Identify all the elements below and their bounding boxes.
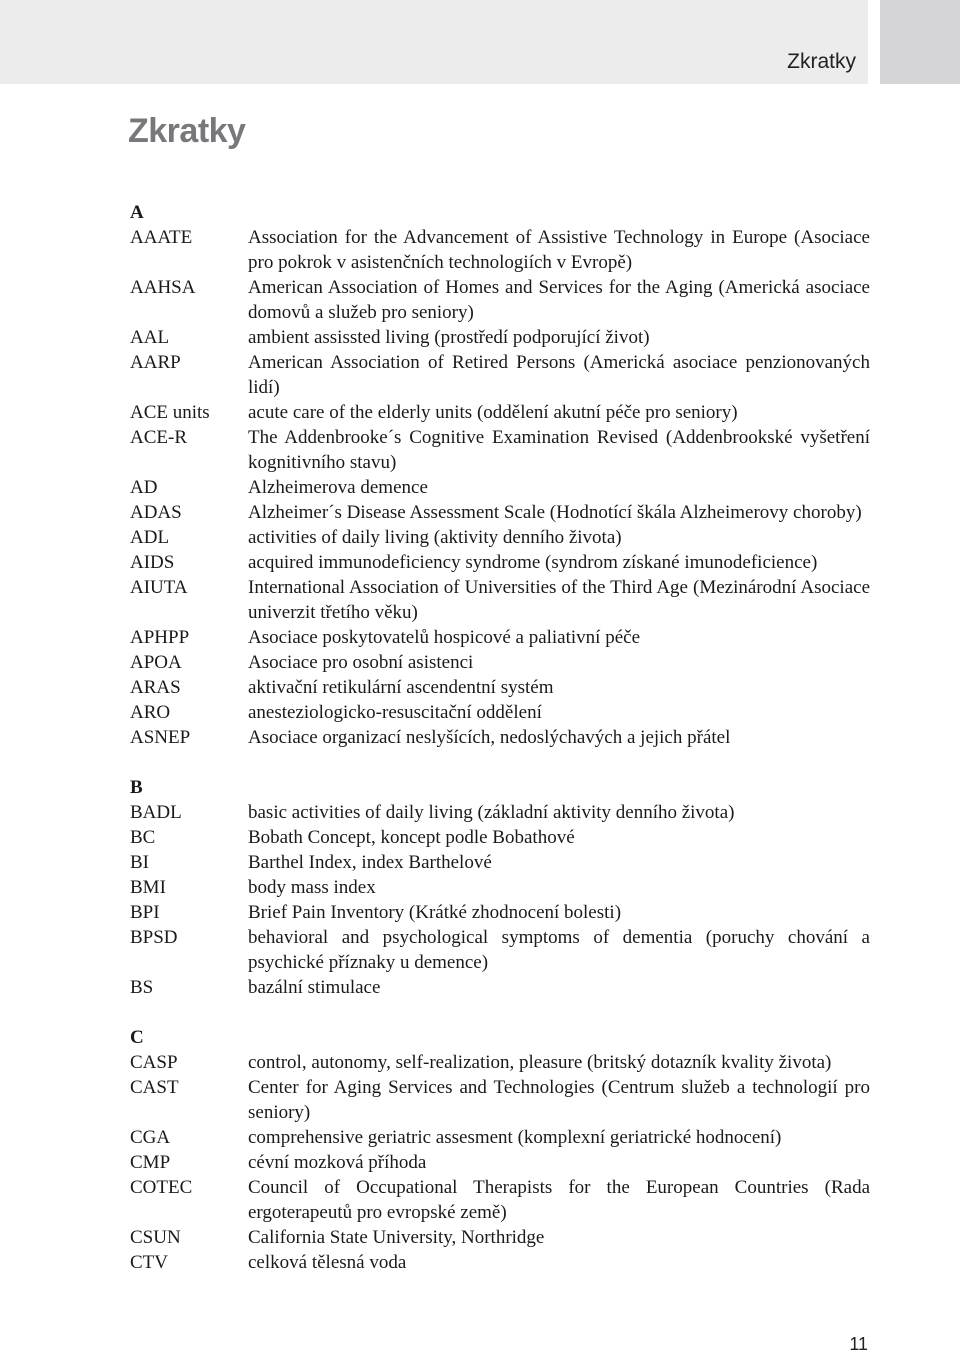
abbreviation-entry xyxy=(130,550,870,575)
abbreviation: CMP xyxy=(130,1152,171,1173)
abbreviation-entry xyxy=(130,700,870,725)
abbreviation: CGA xyxy=(130,1127,171,1148)
abbreviation: AAATE xyxy=(130,227,193,248)
abbreviation-entry xyxy=(130,1075,870,1125)
definition: International Association of Universities of the Third Age (Mezinárodní Asociace univerzit třetího věku) xyxy=(248,577,870,623)
definition: Asociace organizací neslyšících, nedoslýchavých a jejich přátel xyxy=(248,727,731,748)
page-title: Zkratky xyxy=(128,112,246,150)
abbreviation-entry xyxy=(130,475,870,500)
definition: Brief Pain Inventory (Krátké zhodnocení bolesti) xyxy=(248,902,622,923)
definition: comprehensive geriatric assesment (komplexní geriatrické hodnocení) xyxy=(248,1127,782,1148)
abbreviation: BS xyxy=(130,977,154,998)
page-number: 11 xyxy=(849,1334,868,1354)
abbreviation-entry xyxy=(130,875,870,900)
definition: ambient assissted living (prostředí podporující život) xyxy=(248,327,650,348)
abbreviation: BPI xyxy=(130,902,160,923)
definition: activities of daily living (aktivity denního života) xyxy=(248,527,622,548)
definition: Association for the Advancement of Assistive Technology in Europe (Asociace pro pokrok v asistenčních technologiích v Evropě) xyxy=(248,227,870,273)
abbreviation: BPSD xyxy=(130,927,178,948)
abbreviation-entry xyxy=(130,1175,870,1225)
abbreviation-entry xyxy=(130,1225,870,1250)
abbreviation: APHPP xyxy=(130,627,190,648)
abbreviation: APOA xyxy=(130,652,182,673)
abbreviation: ACE-R xyxy=(130,427,187,448)
abbreviation: BC xyxy=(130,827,156,848)
abbreviation-entry xyxy=(130,725,870,750)
section-b xyxy=(130,775,870,1000)
definition: Barthel Index, index Barthelové xyxy=(248,852,492,873)
section-letter: A xyxy=(130,202,144,223)
header-tab xyxy=(880,0,960,84)
abbreviation: CAST xyxy=(130,1077,179,1098)
abbreviation: AAHSA xyxy=(130,277,196,298)
abbreviation-entry xyxy=(130,1050,870,1075)
abbreviation: CTV xyxy=(130,1252,168,1273)
section-c xyxy=(130,1025,870,1275)
definition: behavioral and psychological symptoms of dementia (poruchy chování a psychické příznaky u demence) xyxy=(248,927,870,973)
abbreviation-entry xyxy=(130,500,870,525)
abbreviation-entry xyxy=(130,850,870,875)
abbreviation: BADL xyxy=(130,802,182,823)
abbreviation: ASNEP xyxy=(130,727,191,748)
abbreviation-entry xyxy=(130,275,870,325)
abbreviation-entry xyxy=(130,1150,870,1175)
abbreviation-entry xyxy=(130,925,870,975)
abbreviation-entry xyxy=(130,900,870,925)
abbreviation: BMI xyxy=(130,877,166,898)
section-letter: B xyxy=(130,777,143,798)
definition: Center for Aging Services and Technologies (Centrum služeb a technologií pro seniory) xyxy=(248,1077,870,1123)
abbreviation-entry xyxy=(130,1125,870,1150)
definition: Asociace poskytovatelů hospicové a paliativní péče xyxy=(248,627,641,648)
definition: Bobath Concept, koncept podle Bobathové xyxy=(248,827,575,848)
definition: The Addenbrooke´s Cognitive Examination Revised (Addenbrookské vyšetření kognitivního stavu) xyxy=(248,427,870,473)
definition: aktivační retikulární ascendentní systém xyxy=(248,677,554,698)
abbreviation: ARO xyxy=(130,702,171,723)
abbreviation-entry xyxy=(130,400,870,425)
definition: American Association of Homes and Services for the Aging (Americká asociace domovů a služeb pro seniory) xyxy=(248,277,870,323)
abbreviation: ACE units xyxy=(130,402,210,423)
abbreviation-list xyxy=(130,200,870,1300)
abbreviation: ARAS xyxy=(130,677,181,698)
abbreviation: AIUTA xyxy=(130,577,188,598)
definition: Council of Occupational Therapists for the European Countries (Rada ergoterapeutů pro evropské země) xyxy=(248,1177,870,1223)
definition: acute care of the elderly units (oddělení akutní péče pro seniory) xyxy=(248,402,738,423)
definition: Alzheimerova demence xyxy=(248,477,428,498)
abbreviation: BI xyxy=(130,852,149,873)
abbreviation: ADAS xyxy=(130,502,182,523)
abbreviation-entry xyxy=(130,575,870,625)
abbreviation: ADL xyxy=(130,527,170,548)
header-band xyxy=(0,0,868,84)
abbreviation-entry xyxy=(130,325,870,350)
abbreviation: CSUN xyxy=(130,1227,181,1248)
section-a xyxy=(130,200,870,750)
definition: control, autonomy, self-realization, pleasure (britský dotazník kvality života) xyxy=(248,1052,832,1073)
definition: body mass index xyxy=(248,877,376,898)
definition: bazální stimulace xyxy=(248,977,381,998)
abbreviation-entry xyxy=(130,425,870,475)
abbreviation-entry xyxy=(130,825,870,850)
abbreviation-entry xyxy=(130,225,870,275)
abbreviation: AD xyxy=(130,477,158,498)
abbreviation: AARP xyxy=(130,352,181,373)
definition: anesteziologicko-resuscitační oddělení xyxy=(248,702,542,723)
abbreviation-entry xyxy=(130,1250,870,1275)
definition: California State University, Northridge xyxy=(248,1227,545,1248)
abbreviation-entry xyxy=(130,675,870,700)
running-head: Zkratky xyxy=(787,50,856,73)
abbreviation: COTEC xyxy=(130,1177,193,1198)
abbreviation: CASP xyxy=(130,1052,178,1073)
definition: cévní mozková příhoda xyxy=(248,1152,427,1173)
definition: basic activities of daily living (základní aktivity denního života) xyxy=(248,802,735,823)
section-letter: C xyxy=(130,1027,144,1048)
abbreviation-entry xyxy=(130,800,870,825)
definition: celková tělesná voda xyxy=(248,1252,407,1273)
abbreviation: AAL xyxy=(130,327,170,348)
definition: Alzheimer´s Disease Assessment Scale (Hodnotící škála Alzheimerovy choroby) xyxy=(248,502,862,523)
abbreviation-entry xyxy=(130,525,870,550)
definition: American Association of Retired Persons (Americká asociace penzionovaných lidí) xyxy=(248,352,870,398)
abbreviation-entry xyxy=(130,975,870,1000)
definition: acquired immunodeficiency syndrome (syndrom získané imunodeficience) xyxy=(248,552,818,573)
abbreviation: AIDS xyxy=(130,552,175,573)
abbreviation-entry xyxy=(130,350,870,400)
abbreviation-entry xyxy=(130,625,870,650)
definition: Asociace pro osobní asistenci xyxy=(248,652,474,673)
abbreviation-entry xyxy=(130,650,870,675)
